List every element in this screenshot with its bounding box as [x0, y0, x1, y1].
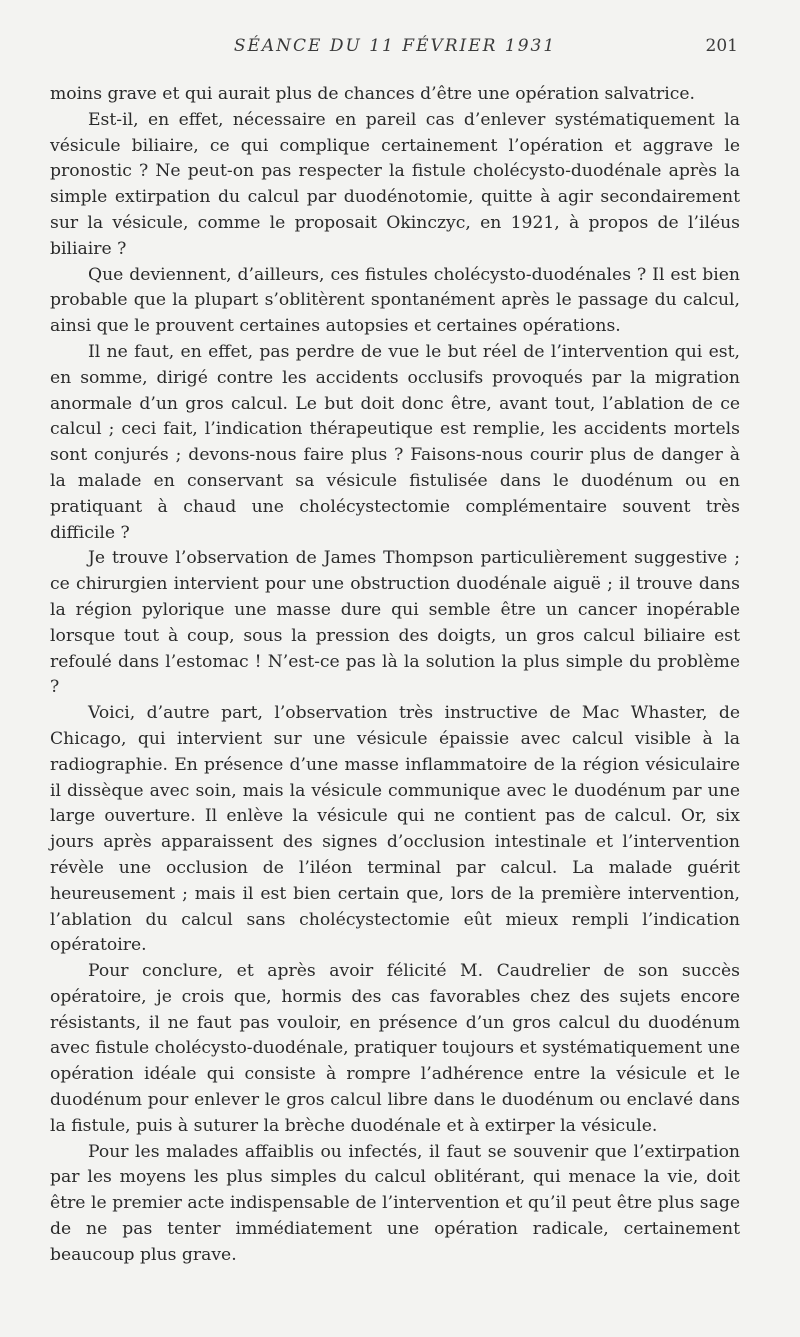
paragraph-3: Que deviennent, d’ailleurs, ces fistules cholécysto-duodénales ? Il est bien probable que la plupart s’oblitèrent spontanément après le passage du calcul, ainsi que le prouvent certaines autopsies et certaines opérations.	[50, 264, 740, 337]
paragraph-6: Voici, d’autre part, l’observation très instructive de Mac Whaster, de Chicago, qui intervient sur une vésicule épaissie avec calcul visible à la radiographie. En présence d’une masse inflammatoire de la région vésiculaire il dissèque avec soin, mais la vésicule communique avec le duodénum par une large ouverture. Il enlève la vésicule qui ne contient pas de calcul. Or, six jours après apparaissent des signes d’occlusion intestinale et l’intervention révèle une occlusion de l’iléon terminal par calcul. La malade guérit heureusement ; mais il est bien certain que, lors de la première intervention, l’ablation du calcul sans cholécystectomie eût mieux rempli l’indication opératoire.	[50, 703, 740, 956]
running-title: SÉANCE DU 11 FÉVRIER 1931	[233, 36, 557, 56]
running-head	[50, 36, 740, 62]
paragraph-7: Pour conclure, et après avoir félicité M. Caudrelier de son succès opératoire, je crois que, hormis des cas favorables chez des sujets encore résistants, il ne faut pas vouloir, en présence d’un gros calcul du duodénum avec fistule cholécysto-duodénale, pratiquer toujours et systématiquement une opération idéale qui consiste à rompre l’adhérence entre la vésicule et le duodénum pour enlever le gros calcul libre dans le duodénum ou enclavé dans la fistule, puis à suturer la brèche duodénale et à extirper la vésicule.	[50, 961, 740, 1136]
page-number: 201	[705, 36, 738, 56]
paragraph-2: Est-il, en effet, nécessaire en pareil cas d’enlever systématiquement la vésicule biliaire, ce qui complique certainement l’opération et aggrave le pronostic ? Ne peut-on pas respecter la fistule cholécysto-duodénale après la simple extirpation du calcul par duodénotomie, quitte à agir secondairement sur la vésicule, comme le proposait Okinczyc, en 1921, à propos de l’iléus biliaire ?	[50, 109, 740, 259]
paragraph-1: moins grave et qui aurait plus de chances d’être une opération salvatrice.	[50, 84, 695, 104]
paragraph-5: Je trouve l’observation de James Thompson particulièrement suggestive ; ce chirurgien intervient pour une obstruction duodénale aiguë ; il trouve dans la région pylorique une masse dure qui semble être un cancer inopérable lorsque tout à coup, sous la pression des doigts, un gros calcul biliaire est refoulé dans l’estomac ! N’est-ce pas là la solution la plus simple du problème ?	[50, 548, 740, 698]
paragraph-4: Il ne faut, en effet, pas perdre de vue le but réel de l’intervention qui est, en somme, dirigé contre les accidents occlusifs provoqués par la migration anormale d’un gros calcul. Le but doit donc être, avant tout, l’ablation de ce calcul ; ceci fait, l’indication thérapeutique est remplie, les accidents mortels sont conjurés ; devons-nous faire plus ? Faisons-nous courir plus de danger à la malade en conservant sa vésicule fistulisée dans le duodénum ou en pratiquant à chaud une cholécystectomie complémentaire souvent très difficile ?	[50, 341, 740, 543]
body-text	[50, 82, 740, 1269]
paragraph-8: Pour les malades affaiblis ou infectés, il faut se souvenir que l’extirpation par les moyens les plus simples du calcul oblitérant, qui menace la vie, doit être le premier acte indispensable de l’intervention et qu’il peut être plus sage de ne pas tenter immédiatement une opération radicale, certainement beaucoup plus grave.	[50, 1141, 740, 1265]
